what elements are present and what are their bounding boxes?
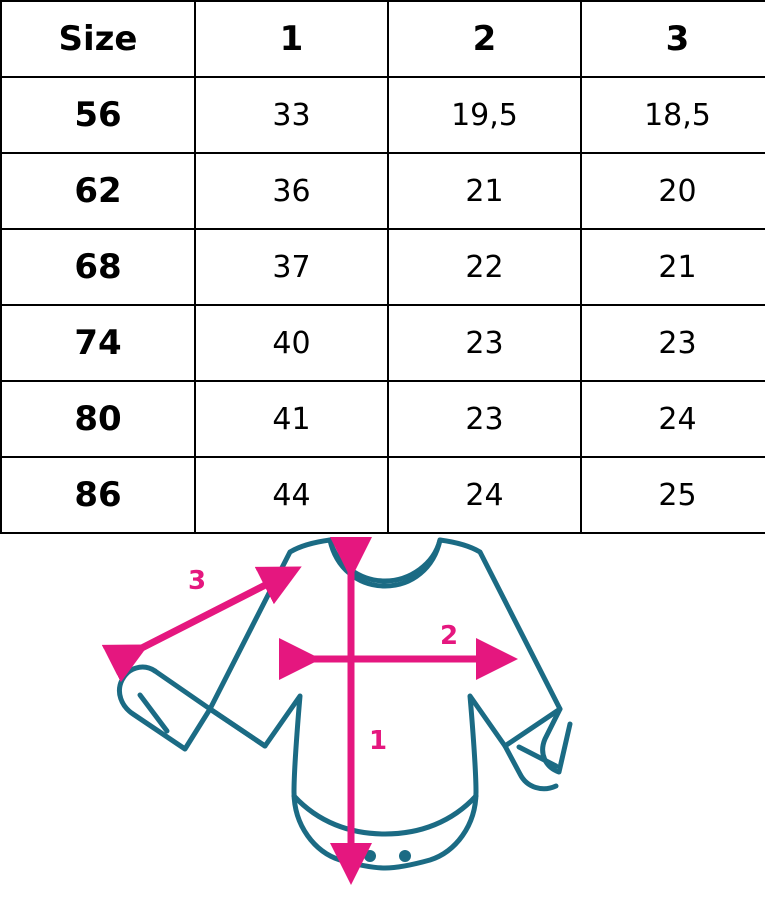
table-row: [1, 153, 765, 229]
table-body: [1, 77, 765, 533]
table-row: [1, 305, 765, 381]
row-size-label: 86: [1, 457, 195, 533]
cell-measure-1: 41: [195, 381, 388, 457]
row-size-label: 68: [1, 229, 195, 305]
label-length-1: 1: [369, 726, 388, 756]
table-header-row: [1, 1, 765, 77]
cell-measure-2: 23: [388, 381, 581, 457]
row-size-label: 80: [1, 381, 195, 457]
cell-measure-2: 22: [388, 229, 581, 305]
column-header-2: 2: [388, 1, 581, 77]
table-row: [1, 381, 765, 457]
cell-measure-2: 23: [388, 305, 581, 381]
snap-buttons-icon: [364, 850, 411, 862]
table-row: [1, 229, 765, 305]
cell-measure-3: 18,5: [581, 77, 765, 153]
cell-measure-1: 36: [195, 153, 388, 229]
row-size-label: 74: [1, 305, 195, 381]
table-header: [1, 1, 765, 77]
cell-measure-1: 33: [195, 77, 388, 153]
cell-measure-3: 21: [581, 229, 765, 305]
column-header-3: 3: [581, 1, 765, 77]
cell-measure-2: 21: [388, 153, 581, 229]
cell-measure-2: 24: [388, 457, 581, 533]
row-size-label: 62: [1, 153, 195, 229]
cell-measure-1: 37: [195, 229, 388, 305]
cell-measure-3: 23: [581, 305, 765, 381]
column-header-size: Size: [1, 1, 195, 77]
label-sleeve-3: 3: [188, 566, 207, 596]
bodysuit-measurement-diagram: [0, 534, 765, 904]
cell-measure-3: 24: [581, 381, 765, 457]
cell-measure-1: 44: [195, 457, 388, 533]
cell-measure-3: 20: [581, 153, 765, 229]
cell-measure-1: 40: [195, 305, 388, 381]
label-width-2: 2: [440, 621, 459, 651]
table-row: [1, 77, 765, 153]
column-header-1: 1: [195, 1, 388, 77]
cell-measure-2: 19,5: [388, 77, 581, 153]
table-row: [1, 457, 765, 533]
measurement-arrows: [130, 558, 497, 864]
row-size-label: 56: [1, 77, 195, 153]
cell-measure-3: 25: [581, 457, 765, 533]
